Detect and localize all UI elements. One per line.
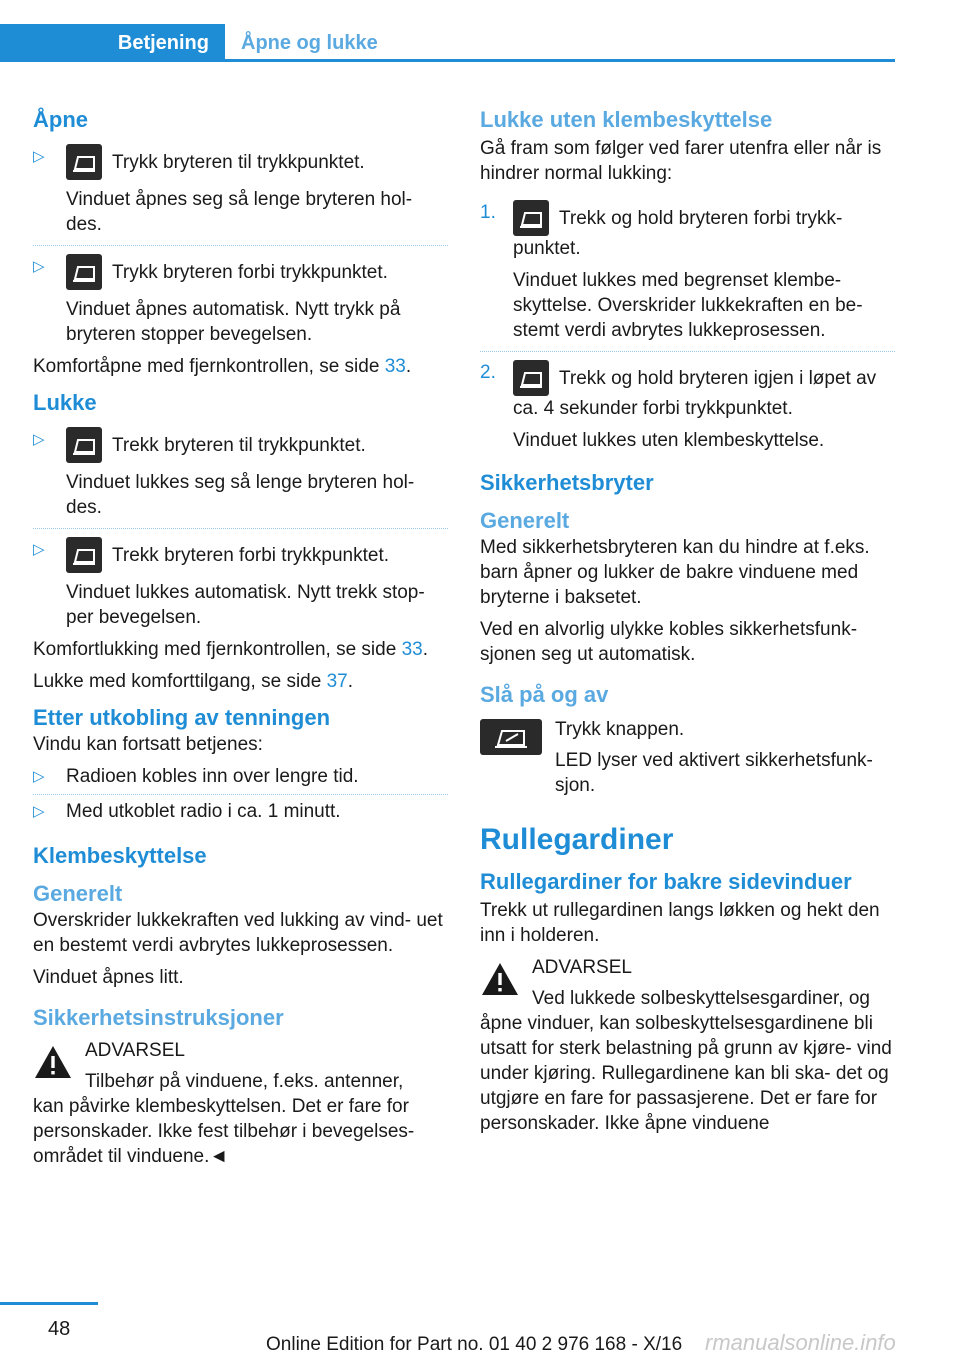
open-comfort-text	[33, 354, 448, 379]
open-comfort-label: Komfortåpne med fjernkontrollen, se side	[33, 356, 385, 377]
page-link-37[interactable]: 37	[326, 671, 348, 692]
step-number: 2.	[480, 362, 496, 383]
divider	[33, 528, 448, 529]
divider	[480, 351, 895, 352]
on-off-heading: Slå på og av	[480, 682, 609, 707]
window-switch-icon	[66, 427, 102, 463]
warning-label: ADVARSEL	[532, 957, 632, 978]
blinds-title: Rullegardiner	[480, 823, 674, 856]
triangle-bullet-icon: ▷	[33, 768, 45, 785]
on-off-result: LED lyser ved aktivert sikkerhetsfunk‐ sjon.	[555, 750, 873, 796]
close-access-label: Lukke med komforttilgang, se side	[33, 671, 327, 692]
list-item	[33, 537, 448, 630]
warning-text: åpne vinduer, kan solbeskyttelsesgardinene bli utsatt for sterk belastning på grunn av kjøre‐ vind under kjøring. Rullegardinene kan bli ska‐ det og utgjøre en fare for passasjerene. Det er fare for personskader. Ikke åpne vinduene	[480, 1013, 892, 1134]
open-step-1-result: Vinduet åpnes seg så lenge bryteren hol‐ des.	[66, 189, 413, 235]
no-pinch-heading: Lukke uten klembeskyttelse	[480, 107, 773, 132]
close-step-2-result: Vinduet lukkes automatisk. Nytt trekk stop‐ per bevegelsen.	[66, 582, 425, 628]
window-switch-icon	[66, 254, 102, 290]
warning-text-first: Ved lukkede solbeskyttelsesgardiner, og	[532, 988, 870, 1009]
left-column	[33, 96, 448, 1176]
list-item	[33, 764, 448, 789]
switch-general-text-2: Ved en alvorlig ulykke kobles sikkerhetsfunk‐ sjonen seg ut automatisk.	[480, 619, 858, 665]
no-pinch-intro: Gå fram som følger ved farer utenfra eller når is hindrer normal lukking:	[480, 138, 882, 184]
punctuation: .	[347, 671, 354, 692]
close-step-1-action: Trekk bryteren til trykkpunktet.	[112, 435, 366, 456]
warning-block	[33, 1038, 448, 1169]
pinch-general-text: Overskrider lukkekraften ved lukking av vind‐ uet en bestemt verdi avbrytes lukkeprosessen.	[33, 910, 443, 956]
window-switch-icon	[513, 200, 549, 236]
on-off-action: Trykk knappen.	[555, 719, 685, 740]
header-rule	[225, 59, 895, 62]
punctuation: .	[405, 356, 412, 377]
window-switch-icon	[66, 537, 102, 573]
child-lock-switch-icon	[480, 719, 542, 755]
after-ignition-heading: Etter utkobling av tenningen	[33, 705, 331, 730]
window-switch-icon	[66, 144, 102, 180]
close-comfort-label: Komfortlukking med fjernkontrollen, se side	[33, 639, 402, 660]
pinch-heading: Klembeskyttelse	[33, 843, 207, 868]
punctuation: .	[422, 639, 428, 660]
step-number: 1.	[480, 202, 496, 223]
after-item-1: Radioen kobles inn over lengre tid.	[66, 766, 359, 787]
close-step-1-result: Vinduet lukkes seg så lenge bryteren hol‐ des.	[66, 472, 415, 518]
after-ignition-intro: Vindu kan fortsatt betjenes:	[33, 734, 263, 755]
triangle-bullet-icon: ▷	[33, 541, 45, 558]
blinds-sub-heading: Rullegardiner for bakre sidevinduer	[480, 869, 852, 894]
divider	[33, 794, 448, 795]
header-chapter-label: Åpne og lukke	[241, 32, 378, 54]
step-1-action: Trekk og hold bryteren forbi trykk‐ punktet.	[513, 208, 843, 259]
switch-general-text: Med sikkerhetsbryteren kan du hindre at f.eks. barn åpner og lukker de bakre vinduene med bryterne i baksetet.	[480, 537, 870, 608]
close-access-text	[33, 669, 448, 694]
triangle-bullet-icon: ▷	[33, 258, 45, 275]
warning-icon	[480, 961, 520, 997]
after-item-2: Med utkoblet radio i ca. 1 minutt.	[66, 801, 341, 822]
list-item	[33, 144, 448, 237]
step-2-result: Vinduet lukkes uten klembeskyttelse.	[513, 430, 825, 451]
list-item	[33, 254, 448, 347]
footer-rule	[0, 1302, 98, 1305]
triangle-bullet-icon: ▷	[33, 803, 45, 820]
step-2-action: Trekk og hold bryteren igjen i løpet av ca. 4 sekunder forbi trykkpunktet.	[513, 368, 877, 419]
safety-switch-heading: Sikkerhetsbryter	[480, 470, 654, 495]
blinds-text: Trekk ut rullegardinen langs løkken og hekt den inn i holderen.	[480, 900, 880, 946]
step-1-result: Vinduet lukkes med begrenset klembe‐ skyttelse. Overskrider lukkekraften en be‐ stemt verdi avbrytes lukkeprosessen.	[513, 270, 863, 341]
warning-text-first: Tilbehør på vinduene, f.eks. antenner,	[85, 1071, 404, 1092]
list-item	[33, 799, 448, 824]
right-column	[480, 96, 895, 1143]
triangle-bullet-icon: ▷	[33, 431, 45, 448]
divider	[33, 245, 448, 246]
close-comfort-text	[33, 637, 448, 662]
watermark: rmanualsonline.info	[705, 1330, 896, 1355]
open-step-2-action: Trykk bryteren forbi trykkpunktet.	[112, 262, 388, 283]
warning-block	[480, 955, 895, 1136]
warning-label: ADVARSEL	[85, 1040, 185, 1061]
pinch-general-text-2: Vinduet åpnes litt.	[33, 967, 184, 988]
close-step-2-action: Trekk bryteren forbi trykkpunktet.	[112, 545, 390, 566]
open-step-1-action: Trykk bryteren til trykkpunktet.	[112, 152, 365, 173]
safety-switch-row	[480, 717, 895, 798]
open-step-2-result: Vinduet åpnes automatisk. Nytt trykk på bryteren stopper bevegelsen.	[66, 299, 401, 345]
page-header	[0, 0, 895, 62]
switch-general-heading: Generelt	[480, 508, 570, 533]
warning-icon	[33, 1044, 73, 1080]
page-link-33[interactable]: 33	[401, 639, 423, 660]
warning-text: kan påvirke klembeskyttelsen. Det er fare for personskader. Ikke fest tilbehør i bevegelses‐ området til vinduene.◄	[33, 1096, 415, 1167]
safety-instructions-heading: Sikkerhetsinstruksjoner	[33, 1005, 284, 1030]
window-switch-icon	[513, 360, 549, 396]
triangle-bullet-icon: ▷	[33, 148, 45, 165]
close-heading: Lukke	[33, 390, 97, 415]
list-item	[480, 200, 895, 343]
pinch-general-heading: Generelt	[33, 881, 123, 906]
list-item	[480, 360, 895, 453]
page-link-33[interactable]: 33	[384, 356, 406, 377]
page-number: 48	[48, 1318, 71, 1340]
list-item	[33, 427, 448, 520]
header-section-label: Betjening	[0, 24, 225, 62]
edition-text: Online Edition for Part no. 01 40 2 976 168 - X/16	[266, 1334, 683, 1355]
open-heading: Åpne	[33, 107, 88, 132]
